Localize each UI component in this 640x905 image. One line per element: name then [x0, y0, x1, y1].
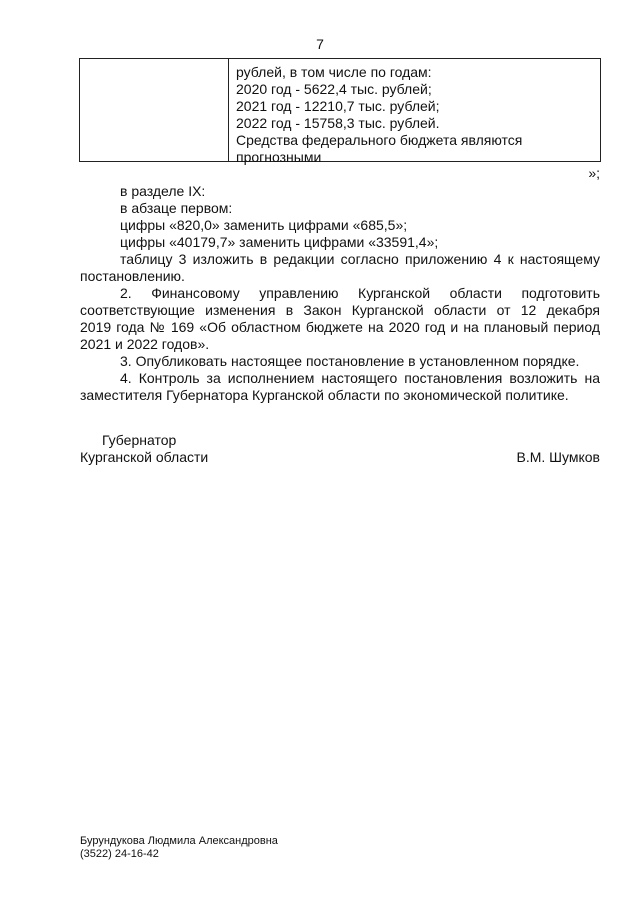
page-number: 7	[316, 36, 324, 52]
table-right-cell	[236, 64, 596, 166]
item4-line-2: заместителя Губернатора Курганской области по экономической политике.	[80, 387, 569, 403]
table-left-cell	[80, 59, 229, 161]
replace-line-1: цифры «820,0» заменить цифрами «685,5»;	[120, 217, 408, 233]
item2-line-1: 2. Финансовому управлению Курганской области подготовить	[120, 285, 600, 301]
table-line: 2022 год - 15758,3 тыс. рублей.	[236, 115, 440, 131]
closing-quote: »;	[588, 165, 600, 181]
table-line: 2020 год - 5622,4 тыс. рублей;	[236, 81, 432, 97]
section-ref: в разделе IX:	[120, 183, 206, 199]
document-body	[80, 183, 600, 404]
table-line: прогнозными	[236, 149, 322, 165]
table3-line-2: постановлению.	[80, 268, 185, 284]
executor-name: Бурундукова Людмила Александровна	[80, 835, 278, 847]
executor-footer	[80, 835, 278, 861]
item2-line-3: 2019 года № 169 «Об областном бюджете на 2020 год и на плановый период	[80, 319, 600, 335]
signatory-title-line-2: Курганской области	[80, 449, 209, 465]
budget-table	[79, 58, 601, 165]
table-line: Средства федерального бюджета являются	[236, 132, 523, 148]
item4-line-1: 4. Контроль за исполнением настоящего постановления возложить на	[120, 370, 600, 386]
signatory-title-line-1: Губернатор	[102, 432, 177, 448]
table3-line-1: таблицу 3 изложить в редакции согласно приложению 4 к настоящему	[120, 251, 600, 267]
item3: 3. Опубликовать настоящее постановление в установленном порядке.	[120, 353, 580, 369]
signatory-title	[80, 432, 208, 466]
table-line: 2021 год - 12210,7 тыс. рублей;	[236, 98, 440, 114]
table-line: рублей, в том числе по годам:	[236, 64, 432, 80]
item2-line-2: соответствующие изменения в Закон Курганской области от 12 декабря	[80, 302, 600, 318]
executor-phone: (3522) 24-16-42	[80, 848, 159, 860]
paragraph-ref: в абзаце первом:	[120, 200, 233, 216]
replace-line-2: цифры «40179,7» заменить цифрами «33591,4»;	[120, 234, 439, 250]
signatory-name: В.М. Шумков	[516, 449, 600, 465]
item2-line-4: 2021 и 2022 годов».	[80, 336, 210, 352]
